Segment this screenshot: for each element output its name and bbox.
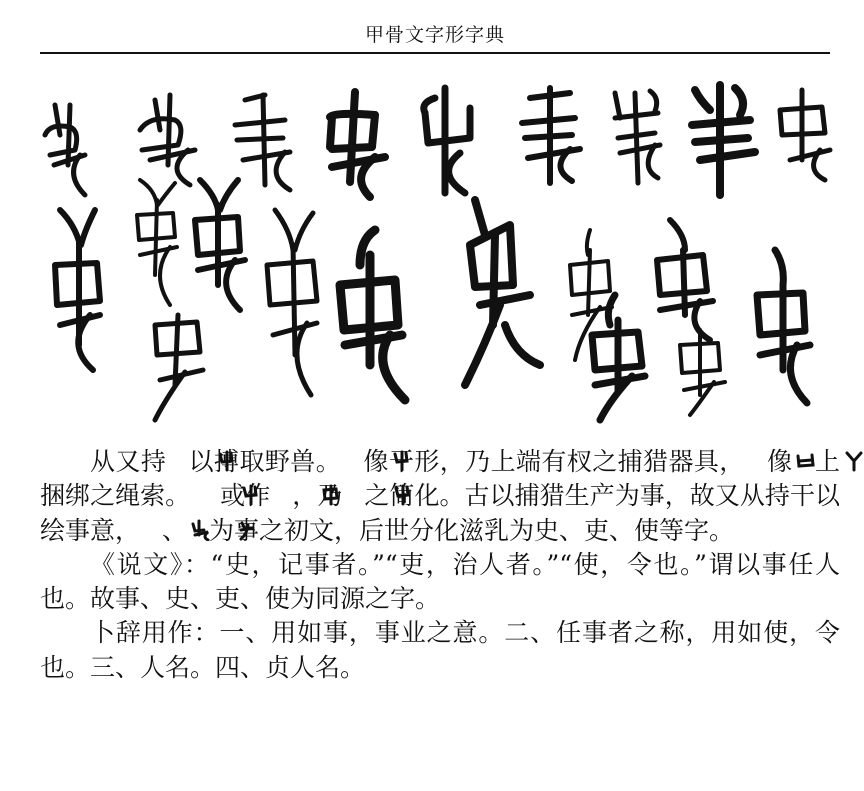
inline-glyph-zhong <box>270 481 292 503</box>
text-run: 、 <box>162 515 188 545</box>
text-run: 或作 <box>212 481 271 511</box>
oracle-glyph-9 <box>770 85 840 185</box>
text-run: 从又持 <box>90 447 167 476</box>
page-header <box>40 14 830 54</box>
oracle-glyph-1 <box>40 95 100 200</box>
text-run: ，乃 <box>292 481 343 511</box>
inline-glyph-fork <box>793 447 815 469</box>
page-title: 甲骨文字形字典 <box>364 24 505 46</box>
inline-glyph-gan <box>190 481 212 503</box>
oracle-glyph-15 <box>330 225 415 405</box>
paragraph-1 <box>40 445 840 548</box>
paragraph-3: 卜辞用作：一、用如事，事业之意。二、任事者之称，用如使，令也。三、人名。四、贞人名。 <box>40 618 840 682</box>
inline-glyph-shi-a <box>140 516 162 538</box>
oracle-glyph-6 <box>510 83 590 188</box>
entry-text <box>40 445 840 685</box>
inline-glyph-gan <box>342 481 364 503</box>
paragraph-2: 《说文》：“史，记事者。”“吏，治人者。”“使，令也。”谓以事任人也。故事、史、吏、使为同源之字。 <box>40 549 840 614</box>
text-run: 为事之初文，后世分化滋乳为史、吏、使等字。 <box>209 515 735 545</box>
text-run: 以搏取野兽。 <box>188 447 342 476</box>
text-run: 上捆绑之绳索。 <box>40 447 840 511</box>
inline-glyph-gan <box>166 447 188 469</box>
oracle-glyph-12 <box>180 175 255 315</box>
oracle-glyph-13 <box>145 310 215 430</box>
text-run: 像 <box>766 447 793 476</box>
oracle-glyph-4 <box>320 87 395 202</box>
inline-glyph-gan <box>341 447 363 469</box>
oracle-glyph-7 <box>600 83 675 193</box>
inline-glyph-rope <box>745 447 767 469</box>
oracle-glyph-20 <box>745 245 820 410</box>
inline-glyph-shi-b <box>187 516 209 538</box>
oracle-glyph-5 <box>410 83 485 203</box>
oracle-glyph-16 <box>455 195 545 395</box>
oracle-glyph-14 <box>255 205 330 405</box>
text-run: 之简化。古以捕猎生产为事，故又从持干以绘事意， <box>40 481 840 545</box>
oracle-glyph-21 <box>670 325 735 420</box>
oracle-glyph-10 <box>45 205 110 380</box>
oracle-glyph-8 <box>680 80 765 200</box>
text-run: 像干形，乃上端有杈之捕猎器具， <box>363 447 745 476</box>
